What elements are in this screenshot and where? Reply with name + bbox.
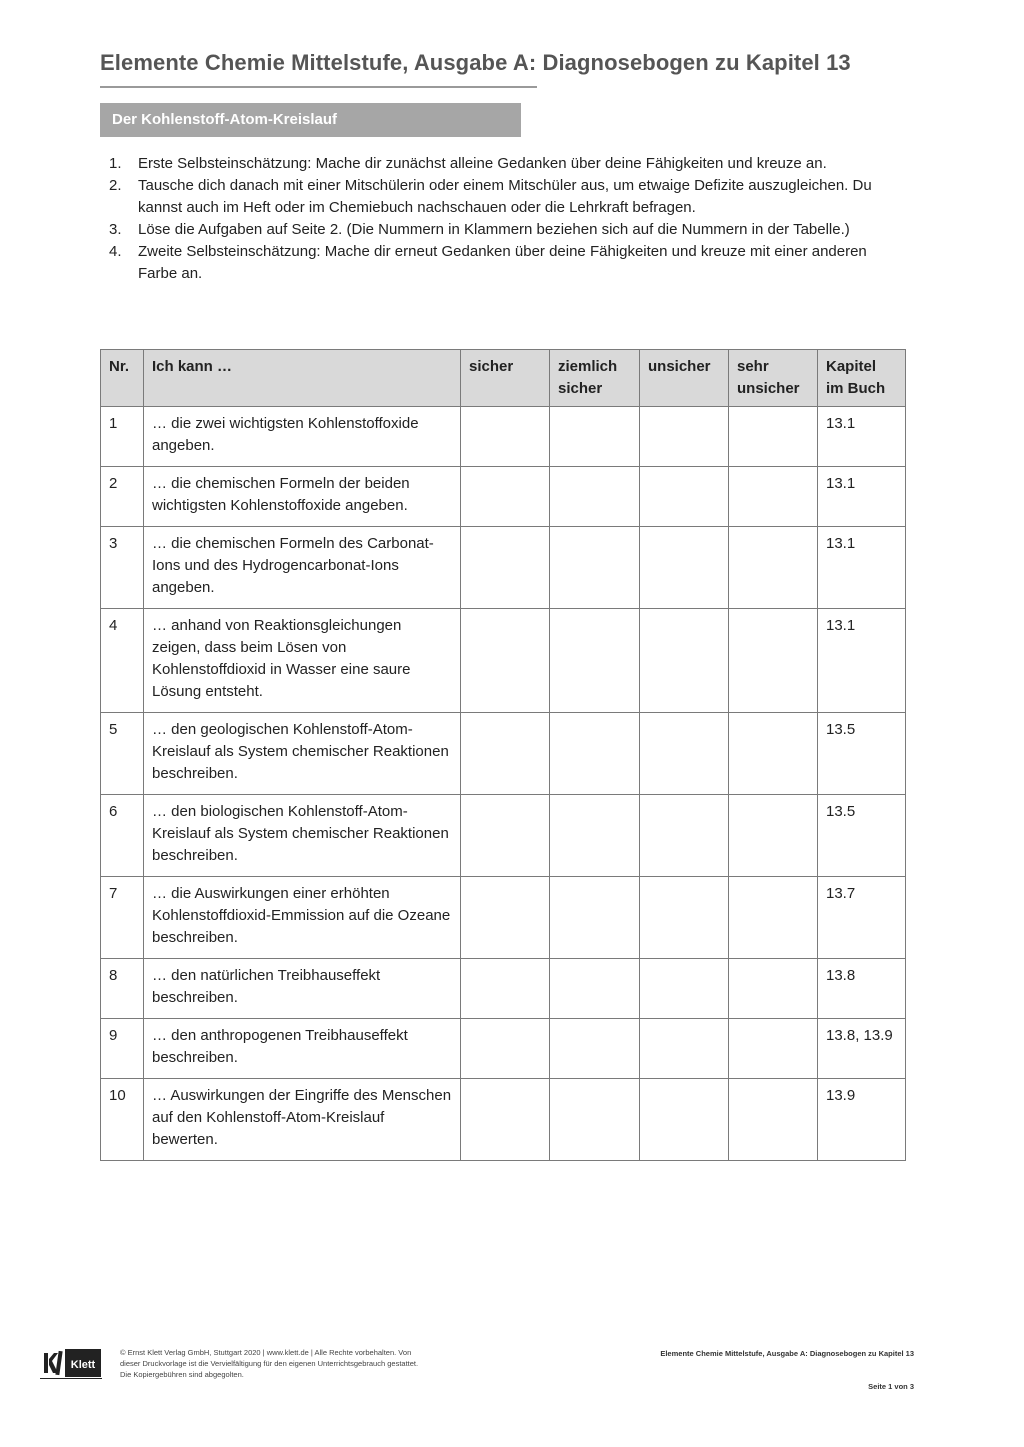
cell-sicher[interactable] [461, 1019, 550, 1079]
section-heading: Der Kohlenstoff-Atom-Kreislauf [100, 103, 521, 137]
cell-sehr-unsicher[interactable] [729, 609, 818, 713]
table-row [101, 609, 906, 713]
row-kapitel: 13.5 [818, 795, 906, 877]
cell-sehr-unsicher[interactable] [729, 877, 818, 959]
table-row [101, 795, 906, 877]
self-assessment-table [100, 349, 906, 1161]
instruction-item [100, 175, 900, 219]
cell-unsicher[interactable] [640, 527, 729, 609]
footer-doc-title: Elemente Chemie Mittelstufe, Ausgabe A: Diagnosebogen zu Kapitel 13 [660, 1349, 914, 1358]
header-skill: Ich kann … [144, 350, 461, 407]
row-kapitel: 13.8, 13.9 [818, 1019, 906, 1079]
row-kapitel: 13.1 [818, 467, 906, 527]
row-number: 6 [101, 795, 144, 877]
instruction-list [100, 153, 900, 285]
instruction-number: 1. [109, 155, 122, 172]
cell-sicher[interactable] [461, 527, 550, 609]
row-skill: … anhand von Reaktionsgleichungen zeigen, dass beim Lösen von Kohlenstoffdioxid in Wasser eine saure Lösung entsteht. [144, 609, 461, 713]
cell-unsicher[interactable] [640, 795, 729, 877]
cell-sehr-unsicher[interactable] [729, 1019, 818, 1079]
row-number: 9 [101, 1019, 144, 1079]
cell-unsicher[interactable] [640, 1079, 729, 1161]
cell-sehr-unsicher[interactable] [729, 407, 818, 467]
row-number: 1 [101, 407, 144, 467]
row-number: 5 [101, 713, 144, 795]
cell-sehr-unsicher[interactable] [729, 467, 818, 527]
instruction-number: 4. [109, 243, 122, 260]
row-kapitel: 13.1 [818, 527, 906, 609]
cell-sehr-unsicher[interactable] [729, 527, 818, 609]
table-row [101, 527, 906, 609]
instruction-text: Erste Selbsteinschätzung: Mache dir zunächst alleine Gedanken über deine Fähigkeiten und kreuze an. [138, 155, 827, 172]
cell-unsicher[interactable] [640, 713, 729, 795]
cell-sehr-unsicher[interactable] [729, 795, 818, 877]
row-number: 4 [101, 609, 144, 713]
footer-page-number: Seite 1 von 3 [868, 1382, 914, 1391]
cell-ziemlich-sicher[interactable] [550, 609, 640, 713]
instruction-number: 2. [109, 177, 122, 194]
row-kapitel: 13.5 [818, 713, 906, 795]
table-row [101, 1079, 906, 1161]
header-unsicher: unsicher [640, 350, 729, 407]
cell-unsicher[interactable] [640, 407, 729, 467]
cell-ziemlich-sicher[interactable] [550, 877, 640, 959]
table-row [101, 877, 906, 959]
title-underline [100, 86, 537, 88]
table-row [101, 713, 906, 795]
instruction-number: 3. [109, 221, 122, 238]
instruction-text: Löse die Aufgaben auf Seite 2. (Die Nummern in Klammern beziehen sich auf die Nummern in der Tabelle.) [138, 221, 850, 238]
row-number: 8 [101, 959, 144, 1019]
row-skill: … die chemischen Formeln der beiden wichtigsten Kohlenstoffoxide angeben. [144, 467, 461, 527]
row-skill: … den anthropogenen Treibhauseffekt beschreiben. [144, 1019, 461, 1079]
svg-text:Klett: Klett [70, 1359, 96, 1371]
row-skill: … den geologischen Kohlenstoff-Atom-Kreislauf als System chemischer Reaktionen beschreiben. [144, 713, 461, 795]
row-kapitel: 13.9 [818, 1079, 906, 1161]
cell-sicher[interactable] [461, 609, 550, 713]
cell-ziemlich-sicher[interactable] [550, 959, 640, 1019]
cell-ziemlich-sicher[interactable] [550, 467, 640, 527]
row-skill: … die Auswirkungen einer erhöhten Kohlenstoffdioxid-Emmission auf die Ozeane beschreiben. [144, 877, 461, 959]
cell-sicher[interactable] [461, 713, 550, 795]
klett-logo [40, 1345, 102, 1381]
instruction-item [100, 241, 900, 285]
row-skill: … den natürlichen Treibhauseffekt beschreiben. [144, 959, 461, 1019]
instruction-text: Zweite Selbsteinschätzung: Mache dir erneut Gedanken über deine Fähigkeiten und kreuze mit einer anderen Farbe an. [138, 243, 867, 282]
cell-unsicher[interactable] [640, 959, 729, 1019]
cell-ziemlich-sicher[interactable] [550, 713, 640, 795]
cell-ziemlich-sicher[interactable] [550, 407, 640, 467]
cell-sicher[interactable] [461, 795, 550, 877]
row-number: 7 [101, 877, 144, 959]
row-skill: … die chemischen Formeln des Carbonat-Ions und des Hydrogencarbonat-Ions angeben. [144, 527, 461, 609]
row-skill: … Auswirkungen der Eingriffe des Menschen auf den Kohlenstoff-Atom-Kreislauf bewerten. [144, 1079, 461, 1161]
cell-sehr-unsicher[interactable] [729, 959, 818, 1019]
table-row [101, 1019, 906, 1079]
row-number: 3 [101, 527, 144, 609]
header-ziemlich-sicher: ziemlich sicher [550, 350, 640, 407]
cell-sehr-unsicher[interactable] [729, 1079, 818, 1161]
row-number: 10 [101, 1079, 144, 1161]
instruction-text: Tausche dich danach mit einer Mitschülerin oder einem Mitschüler aus, um etwaige Defizite auszugleichen. Du kannst auch im Heft oder im Chemiebuch nachschauen oder die Lehrkraft befragen. [138, 177, 872, 216]
row-kapitel: 13.8 [818, 959, 906, 1019]
cell-sicher[interactable] [461, 467, 550, 527]
cell-ziemlich-sicher[interactable] [550, 795, 640, 877]
row-skill: … den biologischen Kohlenstoff-Atom-Kreislauf als System chemischer Reaktionen beschreiben. [144, 795, 461, 877]
row-kapitel: 13.1 [818, 609, 906, 713]
table-row [101, 467, 906, 527]
cell-unsicher[interactable] [640, 877, 729, 959]
cell-sicher[interactable] [461, 1079, 550, 1161]
row-number: 2 [101, 467, 144, 527]
row-kapitel: 13.7 [818, 877, 906, 959]
cell-ziemlich-sicher[interactable] [550, 1019, 640, 1079]
cell-unsicher[interactable] [640, 1019, 729, 1079]
instruction-item [100, 219, 900, 241]
cell-ziemlich-sicher[interactable] [550, 1079, 640, 1161]
table-row [101, 959, 906, 1019]
cell-sicher[interactable] [461, 877, 550, 959]
header-sicher: sicher [461, 350, 550, 407]
cell-unsicher[interactable] [640, 609, 729, 713]
table-row [101, 407, 906, 467]
row-kapitel: 13.1 [818, 407, 906, 467]
header-sehr-unsicher: sehr unsicher [729, 350, 818, 407]
cell-unsicher[interactable] [640, 467, 729, 527]
cell-sicher[interactable] [461, 407, 550, 467]
header-kapitel: Kapitel im Buch [818, 350, 906, 407]
cell-sehr-unsicher[interactable] [729, 713, 818, 795]
cell-ziemlich-sicher[interactable] [550, 527, 640, 609]
instruction-item [100, 153, 900, 175]
page-title: Elemente Chemie Mittelstufe, Ausgabe A: Diagnosebogen zu Kapitel 13 [100, 50, 851, 75]
cell-sicher[interactable] [461, 959, 550, 1019]
table-header-row [101, 350, 906, 407]
row-skill: … die zwei wichtigsten Kohlenstoffoxide angeben. [144, 407, 461, 467]
header-nr: Nr. [101, 350, 144, 407]
footer-copyright: © Ernst Klett Verlag GmbH, Stuttgart 2020 | www.klett.de | Alle Rechte vorbehalten. Von dieser Druckvorlage ist die Vervielfältigung für den eigenen Unterrichtsgebrauch gestattet. Die Kopiergebühren sind abgegolten. [120, 1348, 419, 1379]
